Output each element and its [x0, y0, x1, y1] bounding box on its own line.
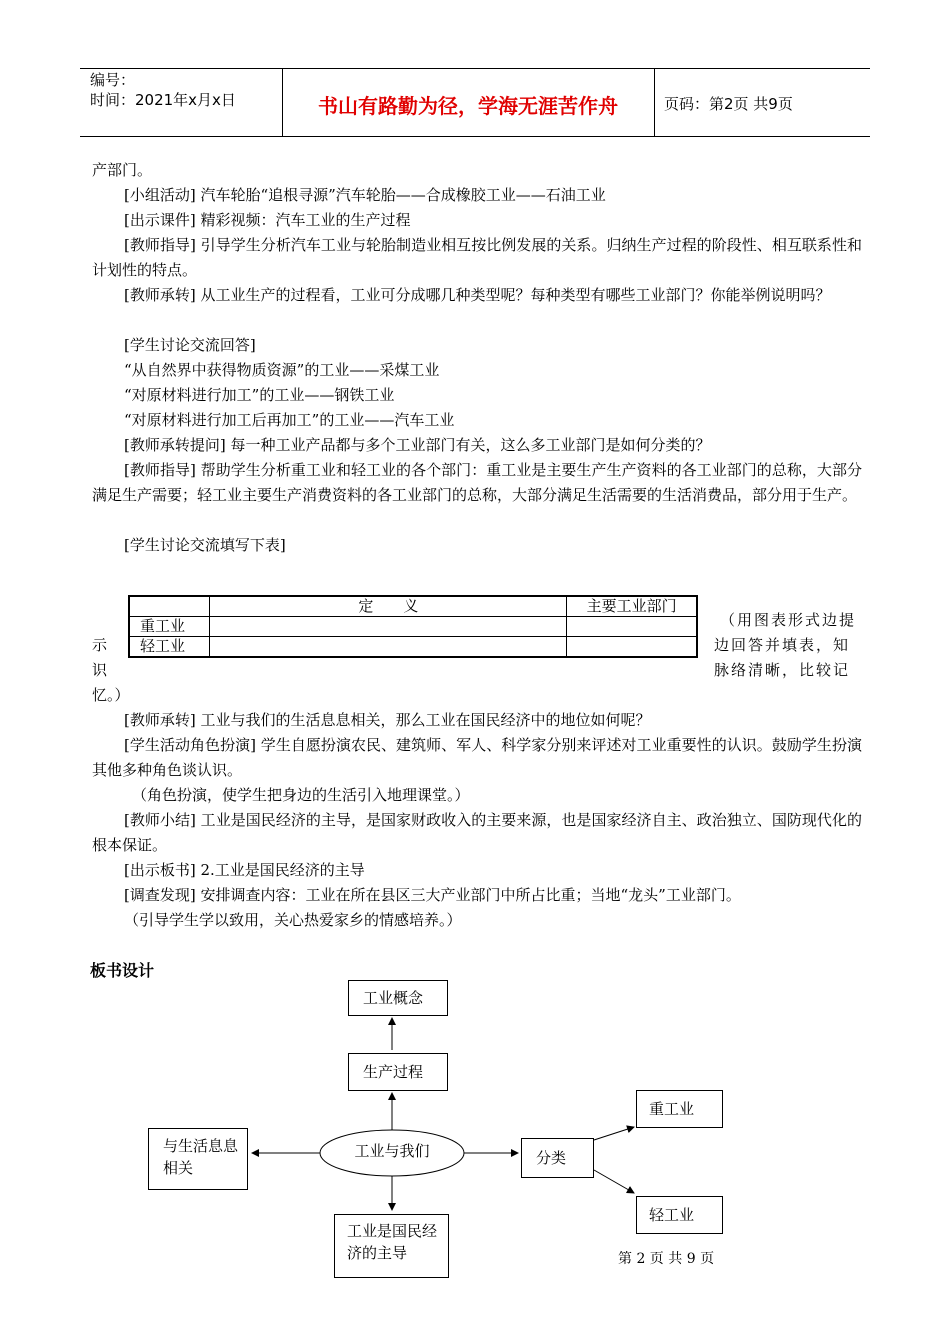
paragraph: （引导学生学以致用，关心热爱家乡的情感培养。） — [124, 911, 462, 929]
side-note: 脉络清晰，比较记 — [714, 661, 851, 679]
paragraph: [学生讨论交流填写下表] — [124, 536, 286, 554]
board-node-process: 生产过程 — [348, 1053, 448, 1091]
paragraph: [出示板书] 2.工业是国民经济的主导 — [124, 861, 365, 879]
paragraph: [学生讨论交流回答] — [124, 336, 256, 354]
header-page-label: 页码：第2页 共9页 — [664, 95, 793, 113]
side-note: 示 — [92, 636, 108, 654]
doc-date-label: 时间：2021年x月x日 — [90, 91, 236, 109]
table-header-cell: 主要工业部门 — [567, 596, 697, 617]
arrow-to-heavy — [594, 1127, 634, 1140]
paragraph: [教师指导] 引导学生分析汽车工业与轮胎制造业相互按比例发展的关系。归纳生产过程的阶段性、相互联系性和计划性的特点。 — [92, 236, 862, 279]
table-header-cell: 定 义 — [210, 596, 567, 617]
board-node-concept: 工业概念 — [348, 980, 448, 1016]
doc-number-label: 编号： — [90, 71, 136, 89]
board-node-center: 工业与我们 — [354, 1142, 430, 1160]
table-cell: 轻工业 — [129, 637, 210, 658]
header-motto: 书山有路勤为径，学海无涯苦作舟 — [318, 94, 618, 118]
board-node-life: 与生活息息相关 — [148, 1128, 248, 1190]
arrow-to-light — [594, 1170, 634, 1193]
table-cell: 重工业 — [129, 617, 210, 637]
side-note: （用图表形式边提 — [720, 611, 857, 629]
board-node-heavy: 重工业 — [636, 1090, 723, 1128]
board-design-title: 板书设计 — [90, 961, 155, 980]
board-node-classify: 分类 — [521, 1138, 594, 1178]
board-node-economy: 工业是国民经济的主导 — [334, 1214, 449, 1278]
paragraph: （角色扮演，使学生把身边的生活引入地理课堂。） — [132, 786, 470, 804]
paragraph: [小组活动] 汽车轮胎“追根寻源”汽车轮胎——合成橡胶工业——石油工业 — [124, 186, 606, 204]
paragraph: 产部门。 — [92, 161, 153, 179]
paragraph: [教师承转] 工业与我们的生活息息相关，那么工业在国民经济中的地位如何呢？ — [124, 711, 651, 729]
paragraph: [学生活动角色扮演] 学生自愿扮演农民、建筑师、军人、科学家分别来评述对工业重要性的认识。鼓励学生扮演其他多种角色谈认识。 — [92, 736, 862, 779]
paragraph: “对原材料进行加工”的工业——钢铁工业 — [124, 386, 395, 404]
paragraph: “从自然界中获得物质资源”的工业——采煤工业 — [124, 361, 440, 379]
board-node-light: 轻工业 — [636, 1196, 723, 1234]
paragraph: [出示课件] 精彩视频：汽车工业的生产过程 — [124, 211, 411, 229]
page-footer: 第 2 页 共 9 页 — [618, 1251, 715, 1267]
paragraph: 忆。） — [92, 686, 130, 704]
paragraph: [教师承转提问] 每一种工业产品都与多个工业部门有关，这么多工业部门是如何分类的？ — [124, 436, 711, 454]
paragraph: [教师小结] 工业是国民经济的主导，是国家财政收入的主要来源，也是国家经济自主、政治独立、国防现代化的根本保证。 — [92, 811, 862, 854]
side-note: 边回答并填表，知 — [714, 636, 851, 654]
paragraph: [教师指导] 帮助学生分析重工业和轻工业的各个部门：重工业是主要生产生产资料的各工业部门的总称，大部分满足生产需要；轻工业主要生产消费资料的各工业部门的总称，大部分满足生活需要的生活消费品，部分用于生产。 — [92, 461, 862, 504]
paragraph: [调查发现] 安排调查内容：工业在所在县区三大产业部门中所占比重；当地“龙头”工业部门。 — [124, 886, 741, 904]
paragraph: “对原材料进行加工后再加工”的工业——汽车工业 — [124, 411, 455, 429]
paragraph: [教师承转] 从工业生产的过程看，工业可分成哪几种类型呢？每种类型有哪些工业部门？你能举例说明吗？ — [124, 286, 831, 304]
side-note: 识 — [92, 661, 108, 679]
